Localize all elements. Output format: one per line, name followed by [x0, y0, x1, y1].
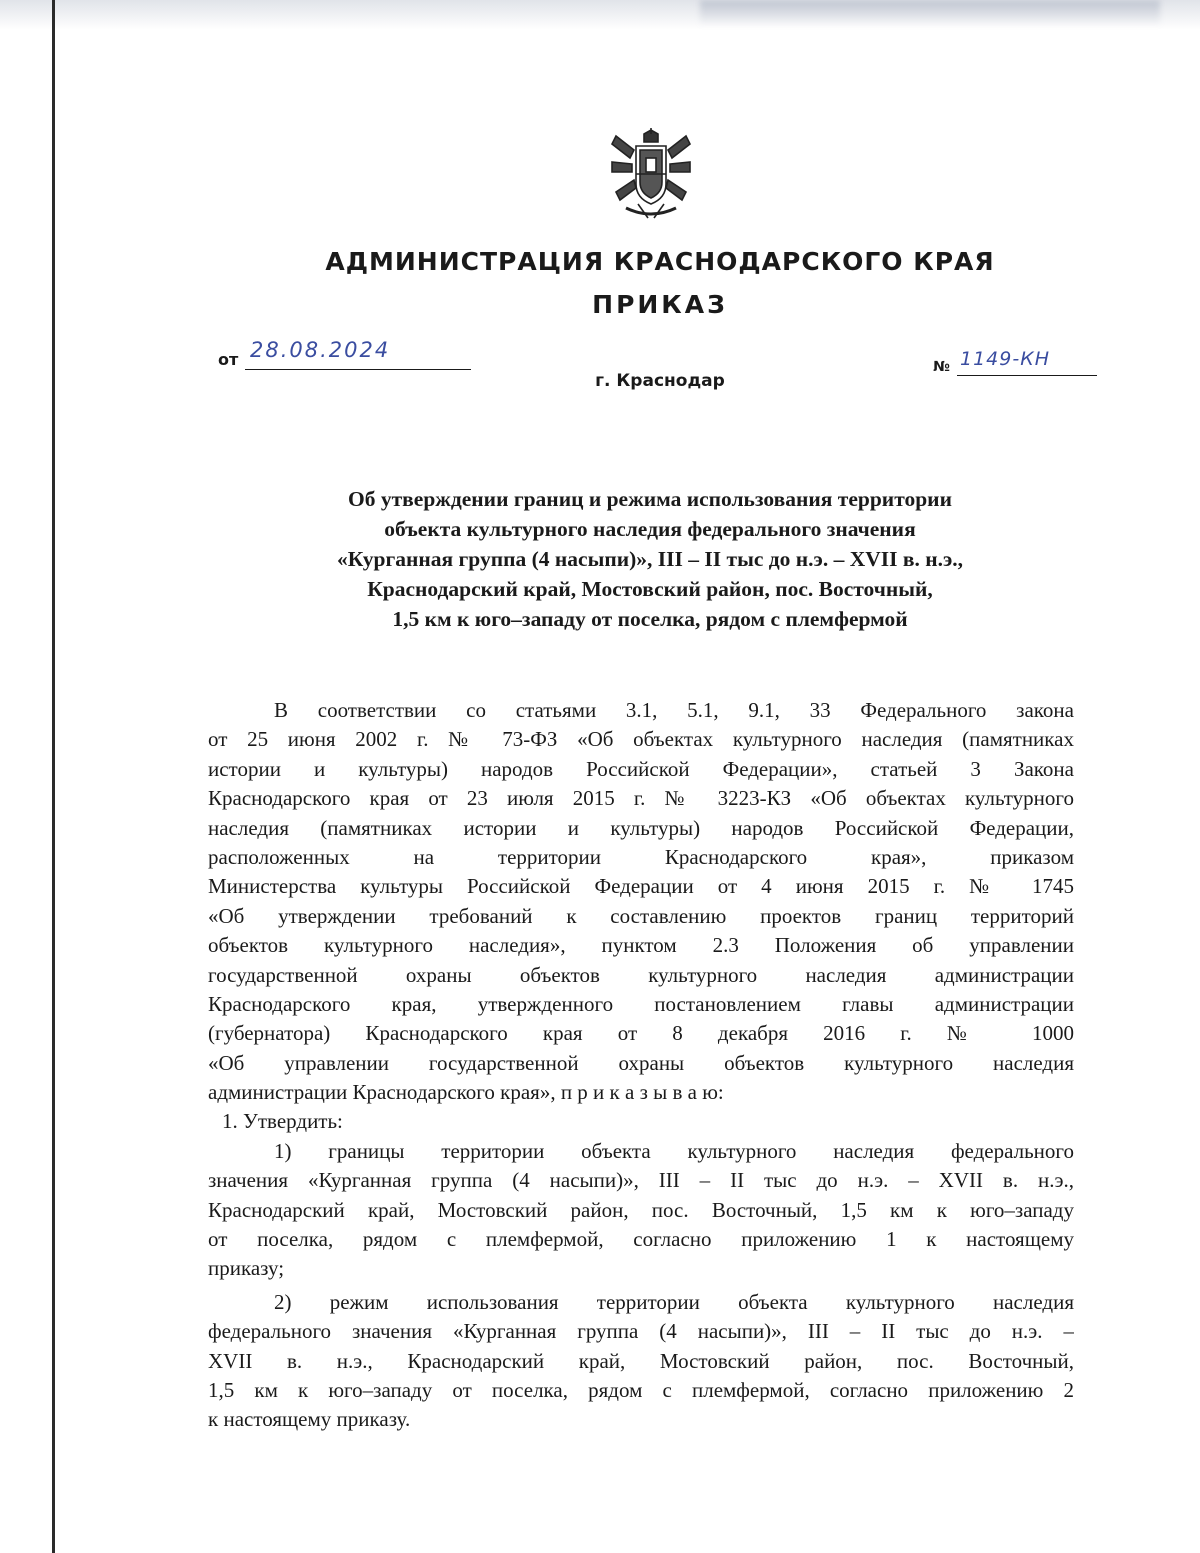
document-subject	[240, 484, 1060, 634]
preamble-line: от 25 июня 2002 г. № 73-ФЗ «Об объектах культурного наследия (памятниках	[208, 727, 1074, 752]
preamble-line: администрации Краснодарского края», п р и к а з ы в а ю:	[208, 1080, 724, 1105]
item-1-1-line: от поселка, рядом с племфермой, согласно приложению 1 к настоящему	[208, 1227, 1074, 1252]
number-value: 1149-КН	[960, 348, 1050, 370]
preamble-line: Краснодарского края от 23 июля 2015 г. № 3223-КЗ «Об объектах культурного	[208, 786, 1074, 811]
subject-line: Краснодарский край, Мостовский район, пос. Восточный,	[367, 577, 933, 601]
document-body	[208, 696, 1074, 1435]
item-1-2-line: федерального значения «Курганная группа (4 насыпи)», III – II тыс до н.э. –	[208, 1319, 1074, 1344]
preamble-line: «Об утверждении требований к составлению проектов границ территорий	[208, 903, 1074, 928]
krasnodar-coat-of-arms-icon	[608, 128, 694, 224]
item-1-heading: 1. Утвердить:	[222, 1109, 343, 1134]
subject-line: Об утверждении границ и режима использования территории	[348, 487, 952, 511]
preamble-line: (губернатора) Краснодарского края от 8 декабря 2016 г. № 1000	[208, 1021, 1074, 1046]
item-1-1-line: Краснодарский край, Мостовский район, пос. Восточный, 1,5 км к юго–западу	[208, 1197, 1074, 1222]
date-value: 28.08.2024	[250, 338, 391, 362]
preamble-line: государственной охраны объектов культурного наследия администрации	[208, 962, 1074, 987]
subject-line: 1,5 км к юго–западу от поселка, рядом с племфермой	[392, 607, 908, 631]
item-1-1-line: приказу;	[208, 1256, 285, 1281]
preamble-line: объектов культурного наследия», пунктом 2.3 Положения об управлении	[208, 933, 1074, 958]
preamble-line: В соответствии со статьями 3.1, 5.1, 9.1, 33 Федерального закона	[274, 698, 1074, 722]
date-underline	[245, 369, 471, 370]
item-1-2-line: 2) режим использования территории объекта культурного наследия	[274, 1289, 1074, 1314]
page-left-edge	[52, 0, 55, 1553]
document-type: ПРИКАЗ	[592, 290, 728, 319]
preamble-line: расположенных на территории Краснодарского края», приказом	[208, 844, 1074, 869]
item-1-2-line: к настоящему приказу.	[208, 1407, 411, 1432]
preamble-line: наследия (памятниках истории и культуры) народов Российской Федерации,	[208, 815, 1074, 840]
item-1-1-line: 1) границы территории объекта культурного наследия федерального	[274, 1138, 1074, 1163]
item-1-1-line: значения «Курганная группа (4 насыпи)», III – II тыс до н.э. – XVII в. н.э.,	[208, 1168, 1074, 1193]
preamble-line: Министерства культуры Российской Федерации от 4 июня 2015 г. № 1745	[208, 874, 1074, 899]
preamble-line: «Об управлении государственной охраны объектов культурного наследия	[208, 1050, 1074, 1075]
city-name: г. Краснодар	[595, 371, 725, 391]
item-1-2-line: 1,5 км к юго–западу от поселка, рядом с племфермой, согласно приложению 2	[208, 1377, 1074, 1402]
organization-title: АДМИНИСТРАЦИЯ КРАСНОДАРСКОГО КРАЯ	[325, 247, 995, 276]
date-label: от	[218, 350, 239, 369]
subject-line: «Курганная группа (4 насыпи)», III – II тыс до н.э. – XVII в. н.э.,	[336, 547, 964, 571]
number-underline	[957, 375, 1097, 376]
scan-top-shadow-right	[700, 0, 1160, 26]
preamble-line: истории и культуры) народов Российской Федерации», статьей 3 Закона	[208, 756, 1074, 781]
number-label: №	[933, 359, 950, 375]
preamble-line: Краснодарского края, утвержденного постановлением главы администрации	[208, 991, 1074, 1016]
subject-line: объекта культурного наследия федерального значения	[384, 517, 916, 541]
item-1-2-line: XVII в. н.э., Краснодарский край, Мостовский район, пос. Восточный,	[208, 1348, 1074, 1373]
